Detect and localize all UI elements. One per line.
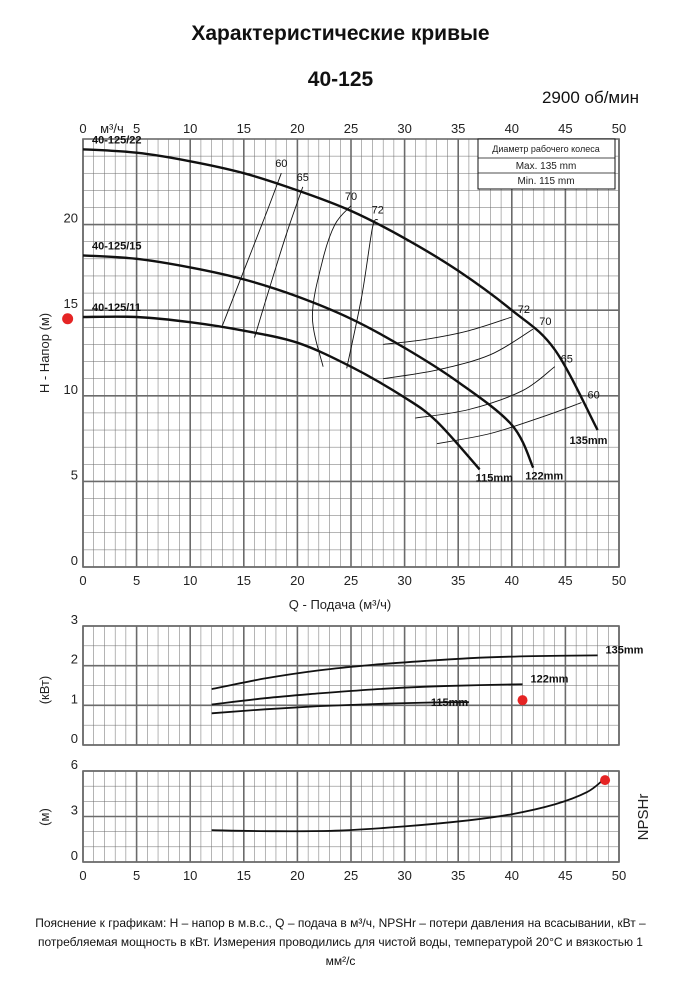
efficiency-label: 70 (539, 316, 552, 329)
x-tick-label-top: 40 (504, 121, 520, 136)
model-curve-label: 40-125/22 (92, 134, 142, 147)
x-tick-label: 25 (343, 573, 359, 588)
efficiency-curve-65 (415, 367, 554, 418)
efficiency-curve-70 (312, 206, 351, 367)
x-tick-label: 40 (504, 573, 520, 588)
y-tick-label: 15 (63, 296, 78, 312)
x-tick-label: 50 (611, 573, 627, 588)
efficiency-label: 72 (371, 204, 384, 217)
y-tick-label: 0 (70, 553, 78, 568)
x-tick-label: 0 (79, 573, 87, 588)
npsh-chart (37, 757, 652, 883)
npsh-y-axis-label: (м) (37, 808, 52, 826)
y-tick-label: 20 (63, 210, 78, 226)
x-tick-label: 15 (236, 868, 252, 883)
y-tick-label: 2 (70, 651, 78, 667)
head-curve-label: 135mm (569, 435, 608, 448)
x-tick-label: 50 (611, 868, 627, 883)
x-tick-label-top: 45 (558, 121, 573, 136)
x-tick-label-top: 20 (290, 121, 305, 136)
x-tick-label: 5 (132, 868, 141, 883)
x-tick-label: 35 (450, 573, 466, 588)
y-axis-label: H - Напор (м) (37, 312, 52, 394)
head-curve-115mm (83, 317, 480, 470)
y-tick-label: 0 (70, 848, 78, 863)
model-curve-label: 40-125/15 (92, 240, 142, 253)
legend-row-max: Max. 135 mm (515, 161, 577, 172)
x-tick-label-top: 15 (236, 121, 252, 136)
x-tick-label: 25 (343, 868, 359, 883)
efficiency-label: 70 (344, 190, 358, 203)
power-curve-label: 135mm (605, 644, 644, 657)
x-tick-label: 30 (397, 868, 412, 883)
y-tick-label: 0 (70, 731, 78, 746)
x-tick-label: 5 (132, 573, 141, 588)
x-tick-label-top: 5 (132, 121, 141, 136)
head-chart (37, 121, 626, 612)
efficiency-curve-60 (222, 173, 281, 325)
x-tick-label: 20 (290, 573, 305, 588)
power-chart (37, 612, 644, 746)
efficiency-label: 72 (517, 304, 531, 317)
legend-title: Диаметр рабочего колеса (492, 144, 600, 154)
x-tick-label: 0 (79, 868, 87, 883)
power-curve-122mm (212, 684, 523, 704)
power-y-axis-label: (кВт) (37, 675, 52, 705)
efficiency-curve-65 (255, 187, 303, 338)
head-curve-label: 122mm (525, 470, 564, 483)
y-tick-label: 1 (70, 691, 78, 707)
head-marker-dot (62, 313, 73, 324)
page-title: Характеристические кривые (191, 22, 490, 45)
npsh-right-label: NPSHr (635, 793, 652, 841)
npsh-marker-dot (600, 775, 610, 785)
x-tick-label: 10 (182, 573, 198, 588)
legend-row-min: Min. 115 mm (517, 176, 575, 187)
y-tick-label: 6 (70, 757, 78, 772)
y-tick-label: 10 (63, 381, 78, 397)
footnote: Пояснение к графикам: Н – напор в м.в.с., Q – подача в м³/ч, NPSHr – потери давления на всасывании, кВт – потребляемая мощность в кВт. Измерения проводились для чистой воды, температурой 20°C и вязкостью 1 мм²/с (35, 916, 646, 968)
efficiency-label: 60 (275, 158, 288, 171)
y-tick-label: 5 (70, 467, 78, 483)
x-tick-label-top: 0 (79, 121, 87, 136)
impeller-diameter-legend (478, 139, 615, 189)
efficiency-label: 65 (296, 171, 309, 184)
head-curve-label: 115mm (475, 472, 513, 485)
x-tick-label: 35 (450, 868, 466, 883)
x-tick-label-top: 30 (397, 121, 412, 136)
x-tick-label-top: 25 (343, 121, 359, 136)
x-tick-label-top: 50 (611, 121, 627, 136)
efficiency-label: 60 (587, 389, 600, 402)
x-tick-label: 40 (504, 868, 520, 883)
x-tick-label-top: 10 (182, 121, 198, 136)
model-curve-label: 40-125/11 (92, 302, 141, 315)
x-tick-label: 15 (236, 573, 252, 588)
x-tick-label: 10 (182, 868, 198, 883)
efficiency-label: 65 (560, 353, 573, 366)
x-tick-label: 20 (290, 868, 305, 883)
x-tick-label: 30 (397, 573, 412, 588)
x-axis-label: Q - Подача (м³/ч) (288, 597, 392, 612)
y-tick-label: 3 (70, 612, 78, 627)
power-marker-dot (518, 695, 528, 705)
top-axis-unit: м³/ч (100, 121, 124, 136)
power-curve-label: 115mm (430, 697, 469, 710)
x-tick-label: 45 (558, 573, 573, 588)
x-tick-label: 45 (558, 868, 573, 883)
model-label: 40-125 (307, 68, 374, 91)
power-curve-label: 122mm (530, 673, 569, 686)
y-tick-label: 3 (70, 802, 78, 818)
x-tick-label-top: 35 (450, 121, 466, 136)
speed-label: 2900 об/мин (541, 88, 639, 107)
